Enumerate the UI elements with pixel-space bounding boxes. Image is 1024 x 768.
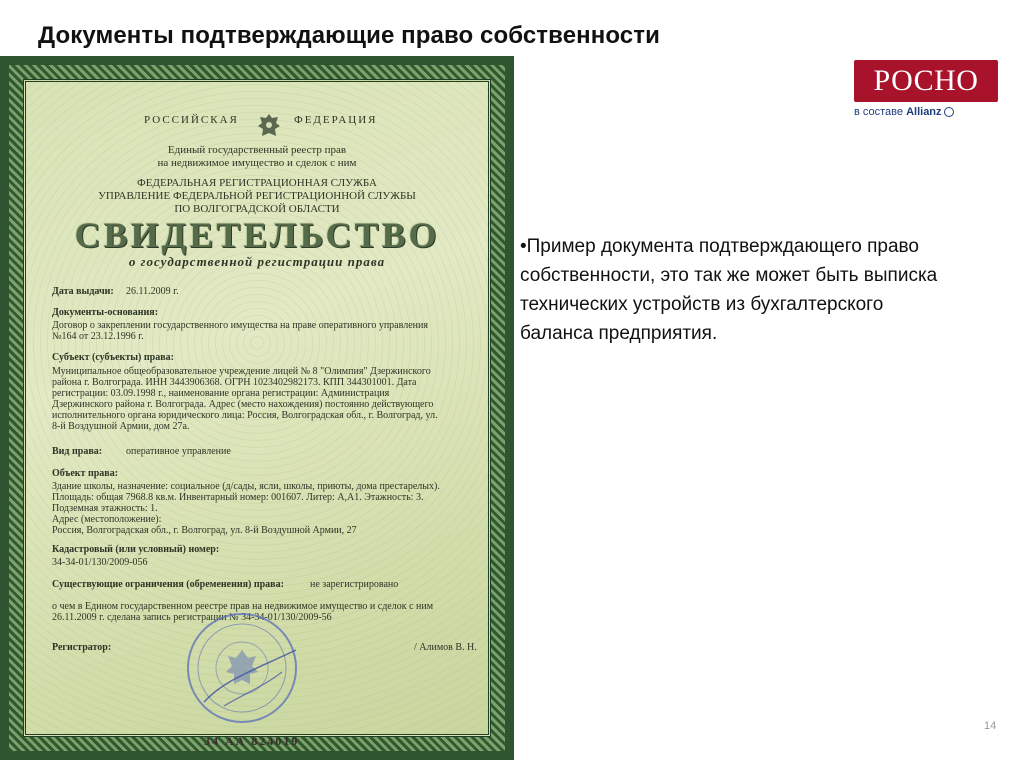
cert-issue-label: Дата выдачи:	[52, 286, 114, 297]
logo-sub-brand: Allianz	[906, 106, 942, 118]
certificate-frame	[9, 65, 505, 751]
cert-registrar-label: Регистратор:	[52, 642, 112, 653]
cert-object-text: Здание школы, назначение: социальное (д/сады, ясли, школы, приюты, дома престарелых). Площадь: общая 7968.8 кв.м. Инвентарный номер: 001607. Литер: А,А1. Этажность: 3. Подземная этажность: 1. Адрес (местоположение): Россия, Волгоградская обл., г. Волгоград, ул. 8-й Воздушной Армии, 27	[52, 481, 440, 536]
cert-serial-number: 34 АА 824019	[204, 734, 300, 748]
cert-header-left: РОССИЙСКАЯ	[144, 114, 239, 126]
cert-service-line3: ПО ВОЛГОГРАДСКОЙ ОБЛАСТИ	[174, 203, 340, 215]
cert-title: СВИДЕТЕЛЬСТВО	[74, 215, 440, 255]
cert-cadastral-label: Кадастровый (или условный) номер:	[52, 544, 220, 555]
cert-limits-text: не зарегистрировано	[310, 579, 399, 590]
logo-sub-prefix: в составе	[854, 106, 904, 118]
cert-right-text: оперативное управление	[126, 446, 231, 457]
bullet-text: •Пример документа подтверждающего право собственности, это так же может быть выписка технических устройств из бухгалтерского баланса предприятия.	[520, 236, 938, 344]
cert-subject-text: Муниципальное общеобразовательное учреждение лицей № 8 "Олимпия" Дзержинского района г. Волгограда. ИНН 3443906368. ОГРН 1023402982173. КПП 344301001. Дата регистрации: 03.09.1998 г., наименование органа регистрации: Администрация Дзержинского района г. Волгограда. Адрес (место нахождения) постоянно действующего исполнительного органа юридического лица: Россия, Волгоградская обл., г. Волгоград, ул. 8-й Воздушной Армии, дом 27а.	[52, 366, 438, 432]
cert-registrar-name: / Алимов В. Н.	[414, 642, 477, 653]
allianz-icon	[944, 107, 954, 117]
coat-of-arms-icon	[256, 112, 282, 140]
cert-subject-label: Субъект (субъекты) права:	[52, 352, 174, 363]
cert-issue-date: 26.11.2009 г.	[126, 286, 179, 297]
cert-limits-label: Существующие ограничения (обременения) права:	[52, 579, 284, 590]
cert-basis-text: Договор о закреплении государственного имущества на праве оперативного управления №164 от 23.12.1996 г.	[52, 320, 428, 342]
cert-object-label: Объект права:	[52, 468, 119, 479]
cert-registry-line2: на недвижимое имущество и сделок с ним	[157, 157, 357, 169]
cert-cadastral-number: 34-34-01/130/2009-056	[52, 557, 148, 568]
logo-subtitle	[854, 106, 954, 118]
certificate-body	[23, 79, 491, 748]
official-stamp-icon	[184, 610, 300, 726]
cert-registry-line1: Единый государственный реестр прав	[167, 144, 347, 156]
cert-service-line1: ФЕДЕРАЛЬНАЯ РЕГИСТРАЦИОННАЯ СЛУЖБА	[137, 177, 377, 189]
cert-record-text: о чем в Едином государственном реестре прав на недвижимое имущество и сделок с ним 26.11.2009 г. сделана запись регистрации № 34-34-01/130/2009-56	[52, 601, 434, 623]
logo-name: РОСНО	[873, 64, 979, 97]
slide-title: Документы подтверждающие право собственности	[38, 22, 660, 49]
page-number: 14	[984, 720, 997, 732]
cert-subtitle: о государственной регистрации права	[128, 254, 386, 269]
cert-basis-label: Документы-основания:	[52, 307, 159, 318]
cert-service-line2: УПРАВЛЕНИЕ ФЕДЕРАЛЬНОЙ РЕГИСТРАЦИОННОЙ СЛУЖБЫ	[98, 190, 416, 202]
certificate-image	[0, 56, 514, 760]
rosno-logo	[854, 60, 998, 102]
cert-right-label: Вид права:	[52, 446, 103, 457]
cert-header-right: ФЕДЕРАЦИЯ	[294, 114, 378, 126]
